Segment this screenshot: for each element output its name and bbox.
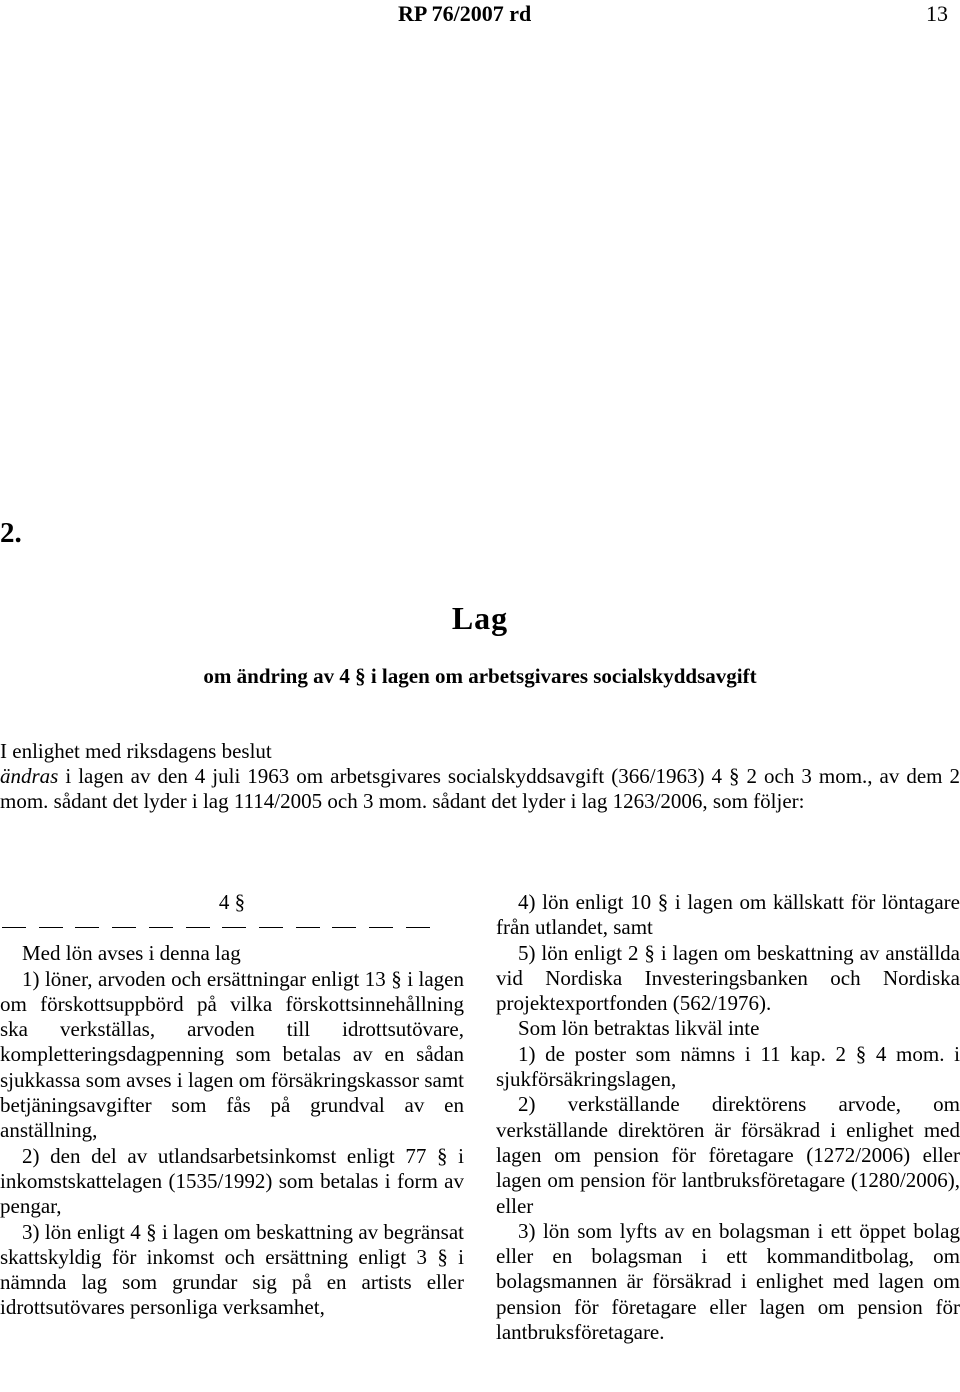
paragraph: 1) löner, arvoden och ersättningar enligt 13 § i lagen om förskottsuppbörd på vilka förskottsinnehållning ska verkställas, arvoden till idrottsutövare, kompletteringsdagpenning som betalas av en sådan sjukkassa som avses i lagen om försäkringskassor samt betjäningsavgifter som fås på grundval av en anställning,: [0, 966, 464, 1143]
amend-word: ändras: [0, 764, 59, 788]
paragraph: 2) verkställande direktörens arvode, om verkställande direktören är försäkrad i enlighet med lagen om pension för företagare (1272/2006) eller lagen om pension för lantbruksföretagare (1280/2006), eller: [496, 1092, 960, 1218]
enactment-clause: [0, 739, 960, 814]
paragraph: 3) lön enligt 4 § i lagen om beskattning av begränsat skattskyldig för inkomst och ersättning enligt 3 § i nämnda lag som grundar sig på en artists eller idrottsutövares personliga verksamhet,: [0, 1219, 464, 1320]
amend-rest: i lagen av den 4 juli 1963 om arbetsgivares socialskyddsavgift (366/1963) 4 § 2 och 3 mom., av dem 2 mom. sådant det lyder i lag 1114/2005 och 3 mom. sådant det lyder i lag 1263/2006, som följer:: [0, 764, 960, 813]
law-title: Lag: [451, 600, 509, 636]
right-column: [496, 890, 960, 1345]
paragraph: 3) lön som lyfts av en bolagsman i ett öppet bolag eller en bolagsman i ett kommanditbolag, om bolagsmannen är försäkrad i enlighet med lagen om pension för företagare eller lagen om pension för lantbruksföretagare.: [496, 1218, 960, 1345]
amendment-text: [0, 764, 960, 814]
document-header-title: RP 76/2007 rd: [398, 1, 532, 26]
omission-dashes: [2, 921, 430, 935]
paragraph: Med lön avses i denna lag: [22, 941, 241, 966]
section-number: 2.: [0, 517, 22, 549]
paragraph: 5) lön enligt 2 § i lagen om beskattning av anställda vid Nordiska Investeringsbanken och Nordiska projektexportfonden (562/1976).: [496, 940, 960, 1016]
paragraph: 2) den del av utlandsarbetsinkomst enligt 77 § i inkomstskattelagen (1535/1992) som betalas i form av pengar,: [0, 1143, 464, 1219]
paragraph: 4) lön enligt 10 § i lagen om källskatt för löntagare från utlandet, samt: [496, 890, 960, 940]
page-number: 13: [926, 1, 948, 26]
enactment-line: I enlighet med riksdagens beslut: [0, 739, 272, 763]
section-heading: 4 §: [218, 890, 246, 914]
left-column: [0, 890, 464, 1321]
paragraph: 1) de poster som nämns i 11 kap. 2 § 4 mom. i sjukförsäkringslagen,: [496, 1041, 960, 1092]
law-subtitle: om ändring av 4 § i lagen om arbetsgivares socialskyddsavgift: [203, 664, 757, 688]
paragraph: Som lön betraktas likväl inte: [518, 1016, 760, 1041]
